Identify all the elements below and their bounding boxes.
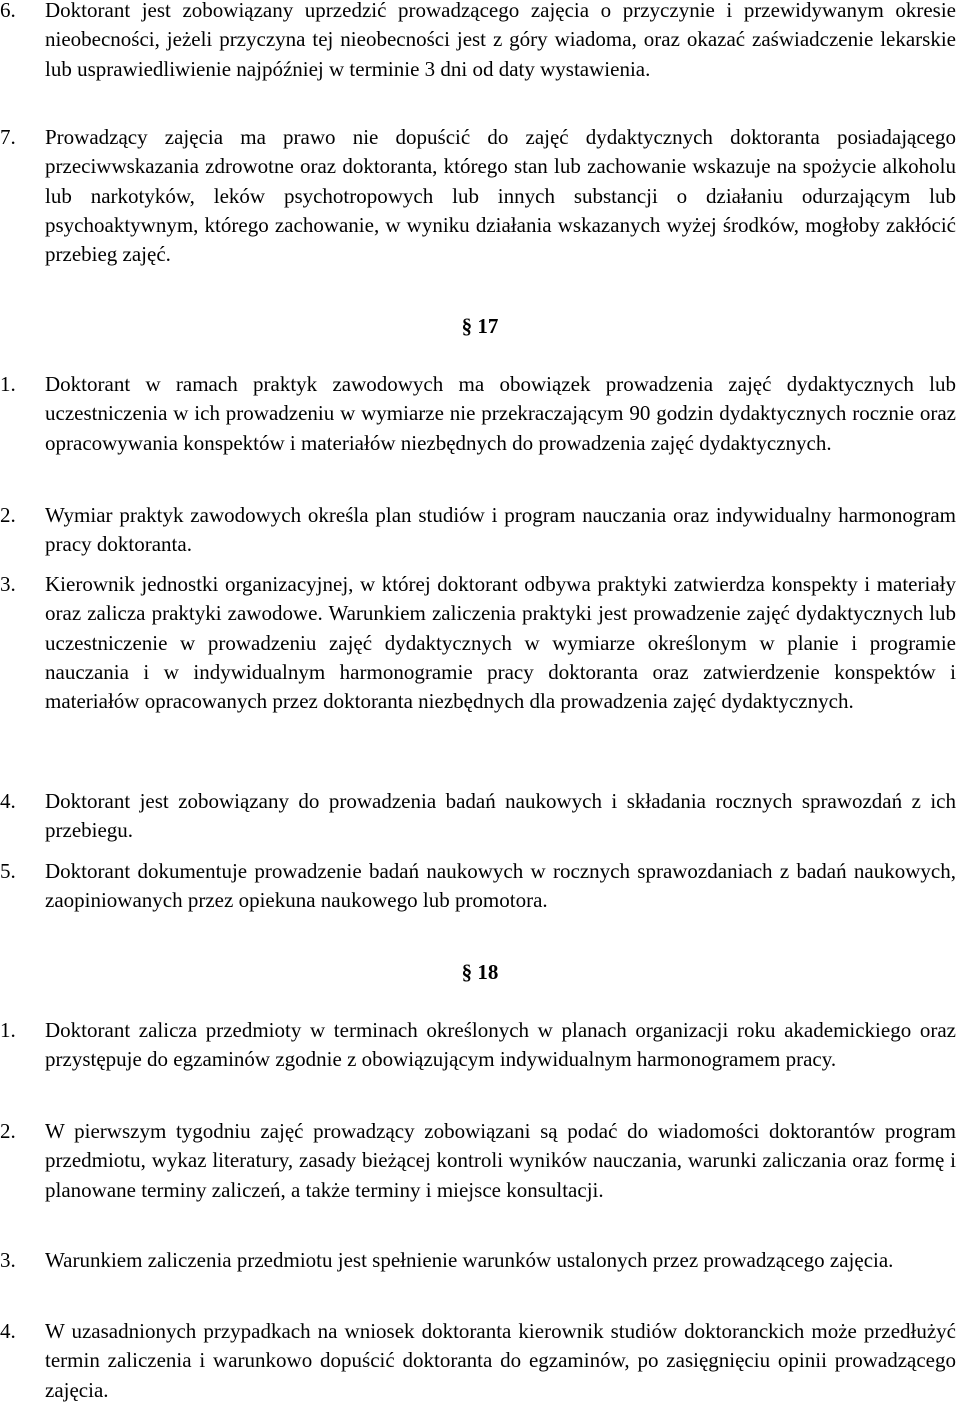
item-text: W uzasadnionych przypadkach na wniosek doktoranta kierownik studiów doktoranckich może przedłużyć termin zaliczenia i warunkowo dopuścić doktoranta do egzaminów, po zasięgnięciu opinii prowadzącego zajęcia. bbox=[45, 1319, 956, 1402]
item-text: Doktorant jest zobowiązany do prowadzenia badań naukowych i składania rocznych sprawozdań z ich przebiegu. bbox=[45, 789, 956, 843]
item-number: 1. bbox=[0, 372, 16, 396]
item-number: 7. bbox=[0, 125, 16, 149]
list-item bbox=[0, 123, 956, 269]
section-heading: § 18 bbox=[461, 960, 499, 984]
item-number: 2. bbox=[0, 1119, 16, 1143]
item-number: 3. bbox=[0, 1248, 16, 1272]
list-item bbox=[0, 570, 956, 716]
list-item bbox=[0, 787, 956, 846]
item-number: 2. bbox=[0, 503, 16, 527]
list-item bbox=[0, 1016, 956, 1075]
list-item bbox=[0, 1246, 956, 1275]
item-number: 1. bbox=[0, 1018, 16, 1042]
item-text: Wymiar praktyk zawodowych określa plan studiów i program nauczania oraz indywidualny harmonogram pracy doktoranta. bbox=[45, 503, 956, 557]
item-text: Doktorant jest zobowiązany uprzedzić prowadzącego zajęcia o przyczynie i przewidywanym okresie nieobecności, jeżeli przyczyna tej nieobecności jest z góry wiadoma, oraz okazać zaświadczenie lekarskie lub usprawiedliwienie najpóźniej w terminie 3 dni od daty wystawienia. bbox=[45, 0, 956, 81]
item-text: Warunkiem zaliczenia przedmiotu jest spełnienie warunków ustalonych przez prowadzącego zajęcia. bbox=[45, 1248, 894, 1272]
item-text: Prowadzący zajęcia ma prawo nie dopuścić do zajęć dydaktycznych doktoranta posiadającego przeciwwskazania zdrowotne oraz doktoranta, którego stan lub zachowanie wskazuje na spożycie alkoholu lub narkotyków, leków psychotropowych lub innych substancji o działaniu odurzającym lub psychoaktywnym, którego zachowanie, w wyniku działania wskazanych wyżej środków, mogłoby zakłócić przebieg zajęć. bbox=[45, 125, 956, 267]
item-text: Doktorant w ramach praktyk zawodowych ma obowiązek prowadzenia zajęć dydaktycznych lub uczestniczenia w ich prowadzeniu w wymiarze nie przekraczającym 90 godzin dydaktycznych rocznie oraz opracowywania konspektów i materiałów niezbędnych do prowadzenia zajęć dydaktycznych. bbox=[45, 372, 956, 455]
item-number: 3. bbox=[0, 572, 16, 596]
list-item bbox=[0, 1117, 956, 1205]
item-text: Doktorant dokumentuje prowadzenie badań naukowych w rocznych sprawozdaniach z badań naukowych, zaopiniowanych przez opiekuna naukowego lub promotora. bbox=[45, 859, 956, 913]
list-item bbox=[0, 857, 956, 916]
section-heading: § 17 bbox=[461, 314, 499, 338]
item-text: Doktorant zalicza przedmioty w terminach określonych w planach organizacji roku akademickiego oraz przystępuje do egzaminów zgodnie z obowiązującym indywidualnym harmonogramem pracy. bbox=[45, 1018, 956, 1072]
item-number: 4. bbox=[0, 1319, 16, 1343]
item-text: Kierownik jednostki organizacyjnej, w której doktorant odbywa praktyki zatwierdza konspekty i materiały oraz zalicza praktyki zawodowe. Warunkiem zaliczenia praktyki jest prowadzenie zajęć dydaktycznych lub uczestniczenie w prowadzeniu zajęć dydaktycznych w wymiarze określonym w planie i programie nauczania i w indywidualnym harmonogramie pracy doktoranta oraz zatwierdzenie konspektów i materiałów opracowanych przez doktoranta niezbędnych dla prowadzenia zajęć dydaktycznych. bbox=[45, 572, 956, 714]
item-number: 4. bbox=[0, 789, 16, 813]
list-item bbox=[0, 370, 956, 458]
item-text: W pierwszym tygodniu zajęć prowadzący zobowiązani są podać do wiadomości doktorantów program przedmiotu, wykaz literatury, zasady bieżącej kontroli wyników nauczania, warunki zaliczania oraz formę i planowane terminy zaliczeń, a także terminy i miejsce konsultacji. bbox=[45, 1119, 956, 1202]
list-item bbox=[0, 501, 956, 560]
item-number: 5. bbox=[0, 859, 16, 883]
list-item bbox=[0, 0, 956, 84]
item-number: 6. bbox=[0, 0, 16, 22]
list-item bbox=[0, 1317, 956, 1405]
